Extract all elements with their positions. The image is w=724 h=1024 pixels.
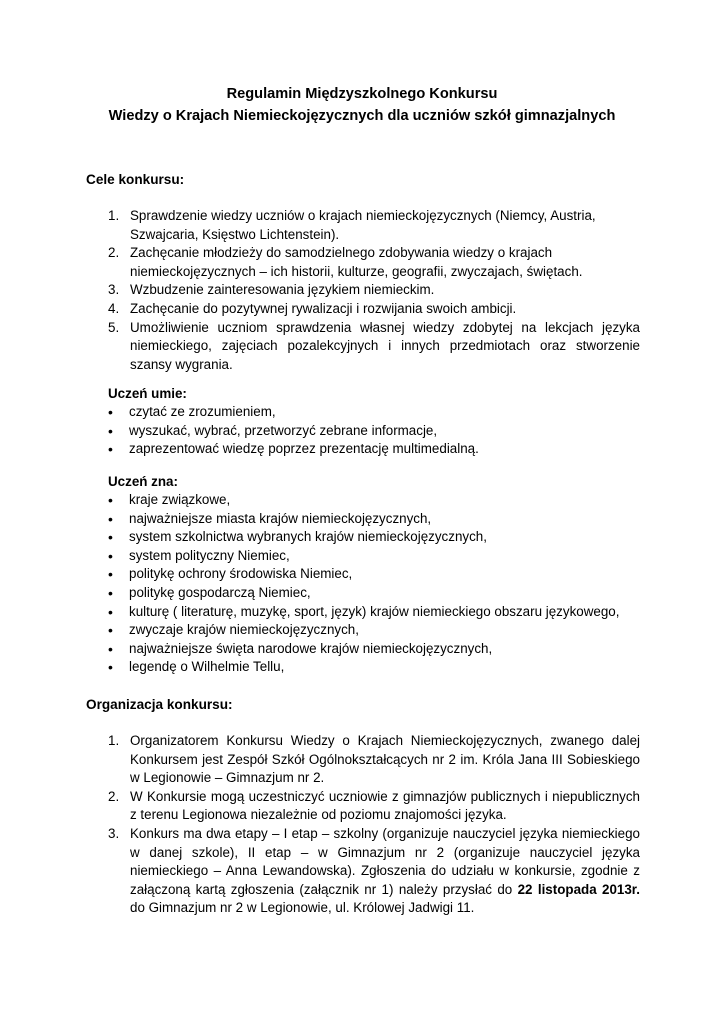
knows-item: • system szkolnictwa wybranych krajów niemieckojęzycznych,	[108, 528, 668, 547]
can-list	[108, 403, 668, 459]
knows-item: • zwyczaje krajów niemieckojęzycznych,	[108, 621, 668, 640]
goal-item: 5. Umożliwienie uczniom sprawdzenia własnej wiedzy zdobytej na lekcjach języka niemieckiego, zajęciach pozalekcyjnych i innych przedmiotach oraz stworzenie szansy wygrania.	[108, 319, 640, 372]
title-line-1: Regulamin Międzyszkolnego Konkursu	[226, 86, 498, 102]
knows-item: • legendę o Wilhelmie Tellu,	[108, 658, 668, 677]
knows-item: • najważniejsze święta narodowe krajów niemieckojęzycznych,	[108, 640, 668, 659]
knows-item: • politykę gospodarczą Niemiec,	[108, 584, 668, 603]
knows-item: • najważniejsze miasta krajów niemieckojęzycznych,	[108, 510, 668, 529]
knows-list	[108, 491, 668, 677]
title-line-2: Wiedzy o Krajach Niemieckojęzycznych dla uczniów szkół gimnazjalnych	[108, 108, 616, 124]
goal-item: 3. Wzbudzenie zainteresowania językiem niemieckim.	[108, 282, 435, 298]
goals-heading: Cele konkursu:	[86, 172, 185, 187]
knows-item: • kraje związkowe,	[108, 491, 668, 510]
organization-list	[108, 732, 640, 918]
organization-item: 3. Konkurs ma dwa etapy – I etap – szkolny (organizuje nauczyciel języka niemieckiego w danej szkole), II etap – w Gimnazjum nr 2 (organizuje nauczyciel języka niemieckiego – Anna Lewandowska). Zgłoszenia do udziału w konkursie, zgodnie z załączoną kartą zgłoszenia (załącznik nr 1) należy przysłać do 22 listopada 2013r. do Gimnazjum nr 2 w Legionowie, ul. Królowej Jadwigi 11.	[108, 825, 640, 916]
can-heading: Uczeń umie:	[108, 386, 187, 401]
goal-item: 2. Zachęcanie młodzieży do samodzielnego zdobywania wiedzy o krajach niemieckojęzycznych – ich historii, kulturze, geografii, zwyczajach, świętach.	[108, 245, 583, 279]
can-item: • czytać ze zrozumieniem,	[108, 403, 668, 422]
organization-item: 1. Organizatorem Konkursu Wiedzy o Krajach Niemieckojęzycznych, zwanego dalej Konkursem jest Zespół Szkół Ogólnokształcących nr 2 im. Króla Jana III Sobieskiego w Legionowie – Gimnazjum nr 2.	[108, 733, 640, 786]
knows-heading: Uczeń zna:	[108, 474, 178, 489]
goal-item: 1. Sprawdzenie wiedzy uczniów o krajach niemieckojęzycznych (Niemcy, Austria, Szwajcaria, Księstwo Lichtenstein).	[108, 208, 596, 242]
organization-item: 2. W Konkursie mogą uczestniczyć uczniowie z gimnazjów publicznych i niepublicznych z terenu Legionowa niezależnie od poziomu znajomości języka.	[108, 788, 640, 823]
knows-item: • kulturę ( literaturę, muzykę, sport, język) krajów niemieckiego obszaru językowego,	[108, 603, 668, 622]
organization-heading: Organizacja konkursu:	[86, 697, 233, 712]
knows-item: • system polityczny Niemiec,	[108, 547, 668, 566]
goal-item: 4. Zachęcanie do pozytywnej rywalizacji i rozwijania swoich ambicji.	[108, 300, 517, 316]
can-item: • zaprezentować wiedzę poprzez prezentację multimedialną.	[108, 440, 668, 459]
knows-item: • politykę ochrony środowiska Niemiec,	[108, 565, 668, 584]
can-item: • wyszukać, wybrać, przetworzyć zebrane informacje,	[108, 422, 668, 441]
goals-list	[108, 207, 640, 374]
deadline-date: 22 listopada 2013r.	[517, 881, 640, 897]
